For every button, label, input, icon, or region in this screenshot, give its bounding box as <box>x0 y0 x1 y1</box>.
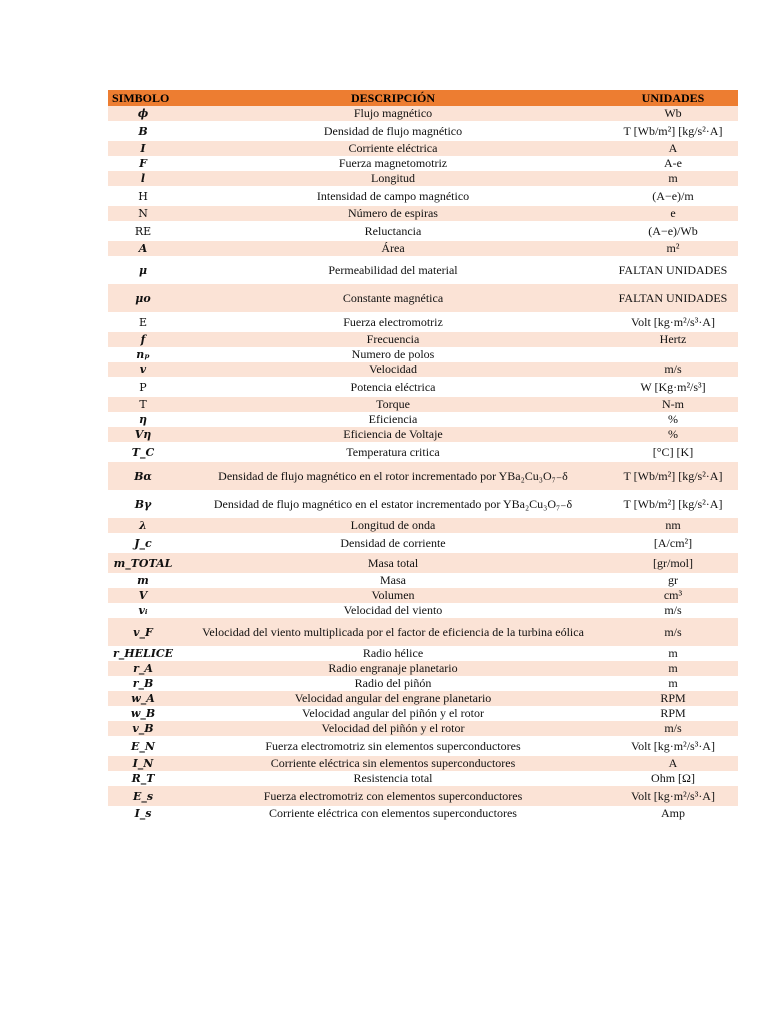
symbol-cell: N <box>108 206 178 221</box>
units-cell: FALTAN UNIDADES <box>608 284 738 312</box>
units-cell: Wb <box>608 106 738 121</box>
description-cell: Longitud de onda <box>178 518 608 533</box>
units-cell: m <box>608 171 738 186</box>
table-row <box>108 412 738 427</box>
units-cell: gr <box>608 573 738 588</box>
table-row <box>108 442 738 462</box>
description-cell: Reluctancia <box>178 221 608 241</box>
description-cell: Permeabilidad del material <box>178 256 608 284</box>
units-cell: T [Wb/m²] [kg/s²·A] <box>608 462 738 490</box>
units-cell: T [Wb/m²] [kg/s²·A] <box>608 490 738 518</box>
symbol-cell: f <box>108 332 178 347</box>
description-cell: Numero de polos <box>178 347 608 362</box>
table-row <box>108 806 738 821</box>
description-cell: Frecuencia <box>178 332 608 347</box>
units-cell: m <box>608 676 738 691</box>
description-cell: Eficiencia de Voltaje <box>178 427 608 442</box>
table-row <box>108 462 738 490</box>
symbol-cell: T_C <box>108 442 178 462</box>
table-row <box>108 241 738 256</box>
units-cell: Volt [kg·m²/s³·A] <box>608 786 738 806</box>
symbol-cell: v_F <box>108 618 178 646</box>
symbol-cell: I_s <box>108 806 178 821</box>
units-cell: W [Kg·m²/s³] <box>608 377 738 397</box>
description-cell: Radio del piñón <box>178 676 608 691</box>
symbol-cell: P <box>108 377 178 397</box>
description-cell: Intensidad de campo magnético <box>178 186 608 206</box>
description-cell: Corriente eléctrica con elementos superconductores <box>178 806 608 821</box>
table-row <box>108 533 738 553</box>
table-row <box>108 397 738 412</box>
table-row <box>108 618 738 646</box>
description-cell: Radio hélice <box>178 646 608 661</box>
table-row <box>108 312 738 332</box>
table-row <box>108 106 738 121</box>
symbol-cell: l <box>108 171 178 186</box>
units-cell: Volt [kg·m²/s³·A] <box>608 736 738 756</box>
description-cell: Torque <box>178 397 608 412</box>
table-row <box>108 786 738 806</box>
symbol-cell: r_B <box>108 676 178 691</box>
table-row <box>108 736 738 756</box>
description-cell: Densidad de flujo magnético en el estator incrementado por YBa₂Cu₃O₇₋δ <box>178 490 608 518</box>
symbol-cell: RE <box>108 221 178 241</box>
description-cell: Constante magnética <box>178 284 608 312</box>
symbol-cell: J_c <box>108 533 178 553</box>
table-row <box>108 706 738 721</box>
units-cell: [°C] [K] <box>608 442 738 462</box>
symbol-cell: ϕ <box>108 106 178 121</box>
table-row <box>108 490 738 518</box>
table-row <box>108 284 738 312</box>
description-cell: Fuerza electromotriz con elementos superconductores <box>178 786 608 806</box>
symbol-cell: μo <box>108 284 178 312</box>
description-cell: Velocidad angular del piñón y el rotor <box>178 706 608 721</box>
description-cell: Velocidad angular del engrane planetario <box>178 691 608 706</box>
units-cell <box>608 347 738 362</box>
table-row <box>108 121 738 141</box>
table-row <box>108 377 738 397</box>
table-row <box>108 553 738 573</box>
description-cell: Eficiencia <box>178 412 608 427</box>
units-cell: RPM <box>608 691 738 706</box>
symbol-cell: vᵢ <box>108 603 178 618</box>
symbol-cell: Vη <box>108 427 178 442</box>
description-cell: Temperatura critica <box>178 442 608 462</box>
description-cell: Fuerza electromotriz <box>178 312 608 332</box>
description-cell: Densidad de corriente <box>178 533 608 553</box>
table-row <box>108 206 738 221</box>
description-cell: Fuerza electromotriz sin elementos superconductores <box>178 736 608 756</box>
units-cell: Ohm [Ω] <box>608 771 738 786</box>
symbol-cell: nₚ <box>108 347 178 362</box>
description-cell: Velocidad del viento <box>178 603 608 618</box>
units-cell: Amp <box>608 806 738 821</box>
table-row <box>108 603 738 618</box>
symbol-cell: μ <box>108 256 178 284</box>
units-cell: e <box>608 206 738 221</box>
symbol-cell: E_s <box>108 786 178 806</box>
description-cell: Número de espiras <box>178 206 608 221</box>
table-row <box>108 256 738 284</box>
table-row <box>108 676 738 691</box>
table-row <box>108 588 738 603</box>
symbol-cell: m <box>108 573 178 588</box>
symbol-cell: w_B <box>108 706 178 721</box>
symbol-cell: I_N <box>108 756 178 771</box>
symbol-cell: A <box>108 241 178 256</box>
description-cell: Masa total <box>178 553 608 573</box>
header-description: DESCRIPCIÓN <box>178 90 608 106</box>
units-cell: m/s <box>608 721 738 736</box>
symbol-cell: H <box>108 186 178 206</box>
symbol-cell: T <box>108 397 178 412</box>
units-cell: A-e <box>608 156 738 171</box>
units-cell: m <box>608 646 738 661</box>
symbol-cell: Bγ <box>108 490 178 518</box>
units-cell: Volt [kg·m²/s³·A] <box>608 312 738 332</box>
units-cell: (A−e)/m <box>608 186 738 206</box>
symbol-cell: v <box>108 362 178 377</box>
table-row <box>108 427 738 442</box>
units-cell: RPM <box>608 706 738 721</box>
symbol-cell: R_T <box>108 771 178 786</box>
units-cell: (A−e)/Wb <box>608 221 738 241</box>
symbol-cell: V <box>108 588 178 603</box>
units-cell: m² <box>608 241 738 256</box>
table-row <box>108 362 738 377</box>
units-cell: m/s <box>608 362 738 377</box>
table-row <box>108 332 738 347</box>
table-row <box>108 171 738 186</box>
units-cell: Hertz <box>608 332 738 347</box>
description-cell: Resistencia total <box>178 771 608 786</box>
units-cell: FALTAN UNIDADES <box>608 256 738 284</box>
description-cell: Volumen <box>178 588 608 603</box>
units-cell: m/s <box>608 618 738 646</box>
table-row <box>108 221 738 241</box>
symbol-cell: B <box>108 121 178 141</box>
header-units: UNIDADES <box>608 90 738 106</box>
units-cell: % <box>608 427 738 442</box>
description-cell: Velocidad del viento multiplicada por el factor de eficiencia de la turbina eólica <box>178 618 608 646</box>
description-cell: Radio engranaje planetario <box>178 661 608 676</box>
symbol-cell: m_TOTAL <box>108 553 178 573</box>
symbol-cell: E <box>108 312 178 332</box>
table-row <box>108 141 738 156</box>
description-cell: Potencia eléctrica <box>178 377 608 397</box>
table-row <box>108 771 738 786</box>
units-cell: [A/cm²] <box>608 533 738 553</box>
description-cell: Corriente eléctrica <box>178 141 608 156</box>
table-header-row <box>108 90 738 106</box>
table-row <box>108 756 738 771</box>
units-cell: m/s <box>608 603 738 618</box>
units-cell: N-m <box>608 397 738 412</box>
symbol-cell: v_B <box>108 721 178 736</box>
description-cell: Velocidad <box>178 362 608 377</box>
table-row <box>108 721 738 736</box>
table-body <box>108 106 738 821</box>
table-row <box>108 573 738 588</box>
symbol-cell: η <box>108 412 178 427</box>
units-cell: nm <box>608 518 738 533</box>
units-cell: % <box>608 412 738 427</box>
symbol-cell: I <box>108 141 178 156</box>
units-cell: cm³ <box>608 588 738 603</box>
symbol-cell: F <box>108 156 178 171</box>
table-row <box>108 661 738 676</box>
description-cell: Longitud <box>178 171 608 186</box>
description-cell: Densidad de flujo magnético en el rotor incrementado por YBa₂Cu₃O₇₋δ <box>178 462 608 490</box>
table-row <box>108 646 738 661</box>
table-row <box>108 347 738 362</box>
symbol-cell: λ <box>108 518 178 533</box>
description-cell: Fuerza magnetomotriz <box>178 156 608 171</box>
table-row <box>108 156 738 171</box>
table-row <box>108 186 738 206</box>
units-cell: [gr/mol] <box>608 553 738 573</box>
table-row <box>108 518 738 533</box>
description-cell: Velocidad del piñón y el rotor <box>178 721 608 736</box>
header-symbol: SIMBOLO <box>108 90 178 106</box>
units-cell: m <box>608 661 738 676</box>
description-cell: Área <box>178 241 608 256</box>
description-cell: Flujo magnético <box>178 106 608 121</box>
symbol-cell: w_A <box>108 691 178 706</box>
symbols-table <box>108 90 738 821</box>
units-cell: A <box>608 141 738 156</box>
units-cell: A <box>608 756 738 771</box>
description-cell: Corriente eléctrica sin elementos superconductores <box>178 756 608 771</box>
symbol-cell: r_A <box>108 661 178 676</box>
symbol-cell: r_HELICE <box>108 646 178 661</box>
symbol-cell: Bα <box>108 462 178 490</box>
table-row <box>108 691 738 706</box>
description-cell: Masa <box>178 573 608 588</box>
units-cell: T [Wb/m²] [kg/s²·A] <box>608 121 738 141</box>
description-cell: Densidad de flujo magnético <box>178 121 608 141</box>
symbol-cell: E_N <box>108 736 178 756</box>
